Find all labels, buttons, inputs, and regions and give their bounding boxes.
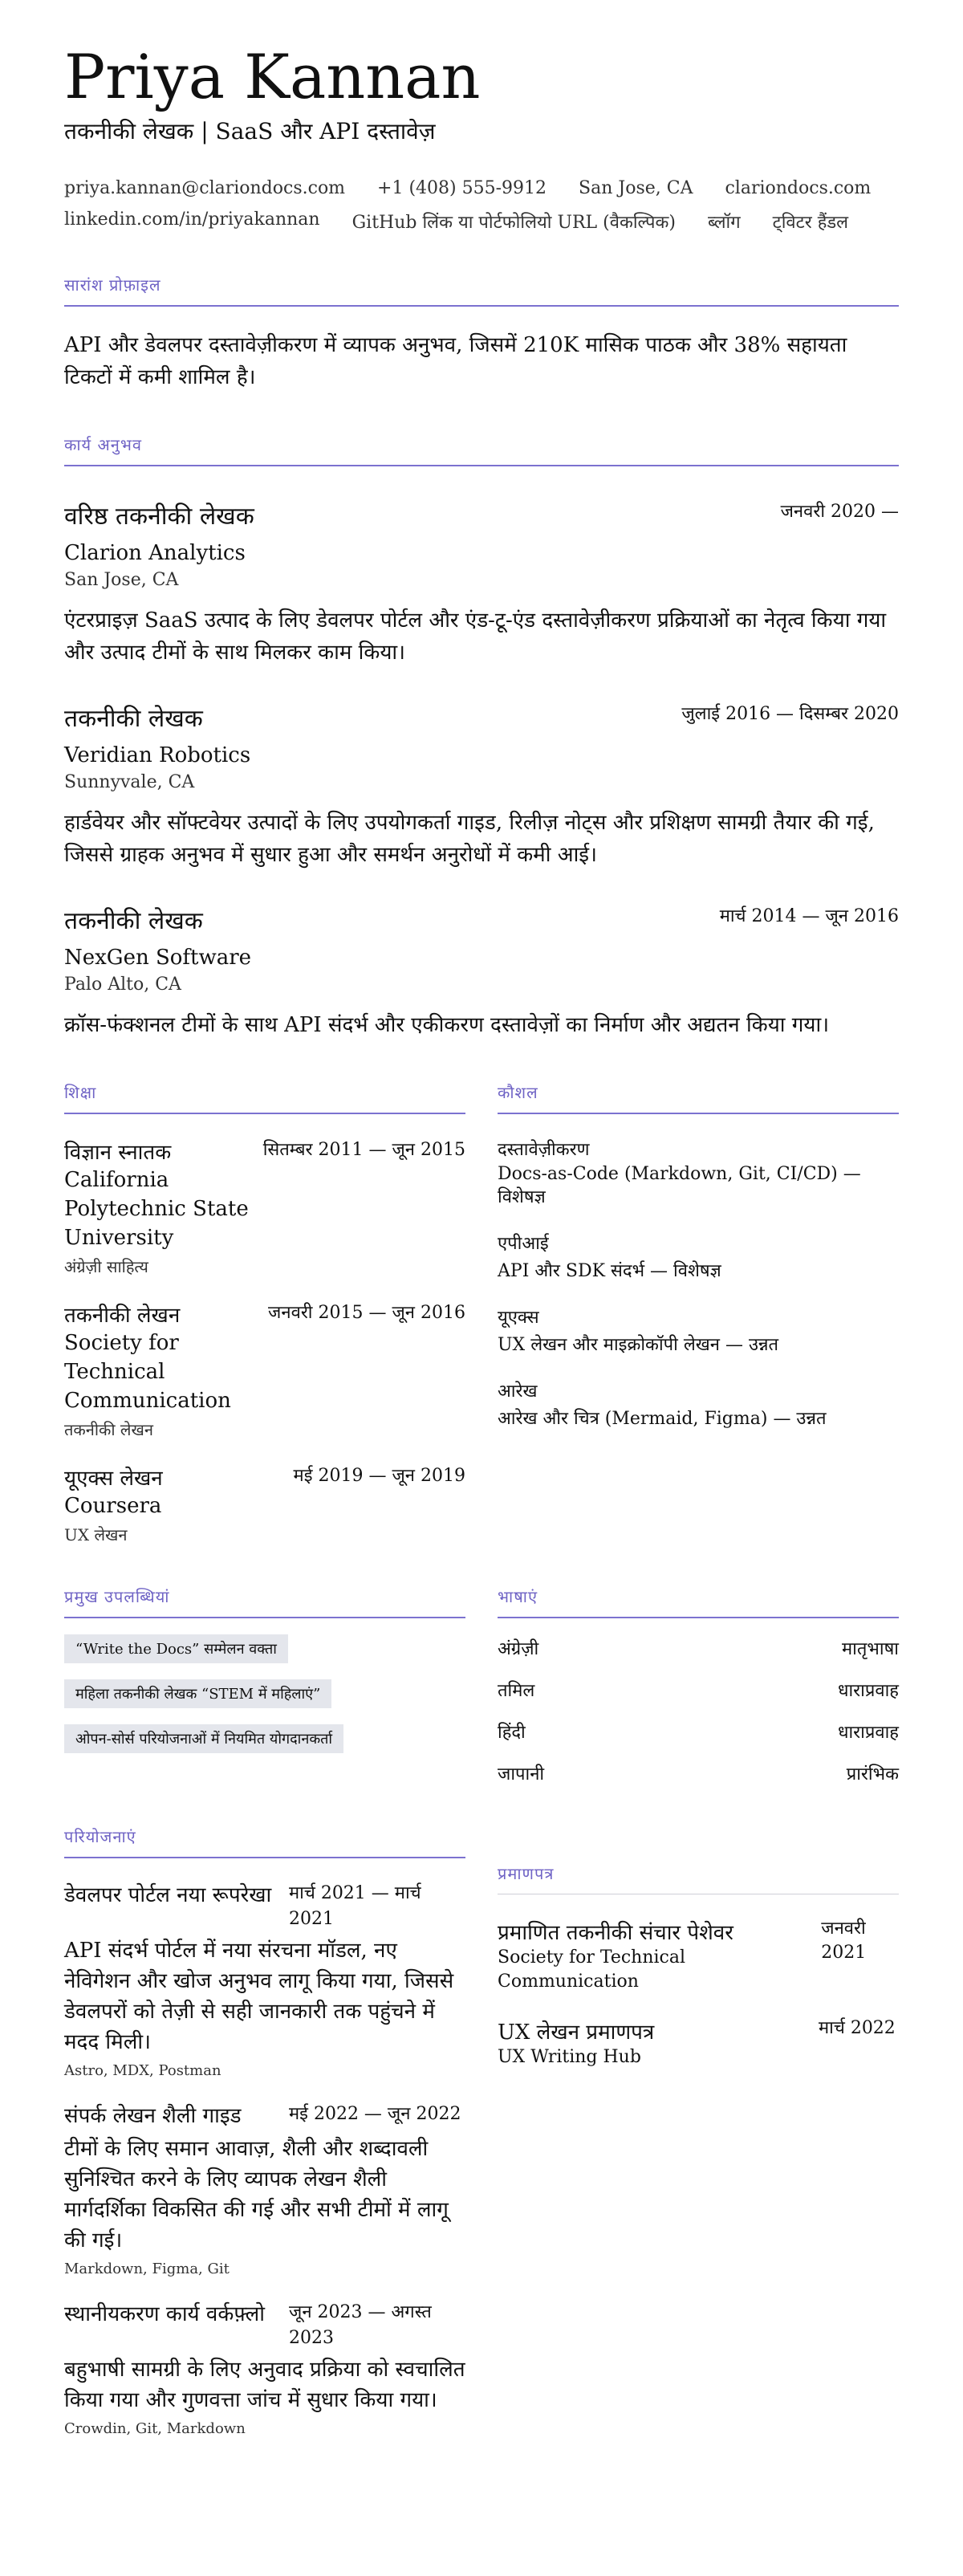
certification-name: UX लेखन प्रमाणपत्र <box>498 2021 655 2045</box>
section-title: प्रमाणपत्र <box>498 1862 899 1894</box>
certification-name: प्रमाणित तकनीकी संचार पेशेवर <box>498 1921 733 1945</box>
achievements-section <box>64 1585 465 1785</box>
summary-section <box>64 274 899 393</box>
education-entry <box>64 1137 465 1277</box>
project-tech: Markdown, Figma, Git <box>64 2261 230 2277</box>
field-of-study: UX लेखन <box>64 1525 128 1544</box>
education-section <box>64 1081 465 1545</box>
job-description: एंटरप्राइज़ SaaS उत्पाद के लिए डेवलपर पोर्टल और एंड-टू-एंड दस्तावेज़ीकरण प्रक्रियाओं का नेतृत्व किया गया और उत्पाद टीमों के साथ मिलकर काम किया। <box>64 608 887 665</box>
contact-info <box>64 178 899 234</box>
language-name: जापानी <box>498 1764 545 1784</box>
project-description: बहुभाषी सामग्री के लिए अनुवाद प्रक्रिया को स्वचालित किया गया और गुणवत्ता जांच में सुधार किया गया। <box>64 2358 465 2412</box>
language-row <box>498 1636 899 1660</box>
job-location: Sunnyvale, CA <box>64 772 195 792</box>
experience-section <box>64 433 899 1041</box>
project-description: API संदर्भ पोर्टल में नया संरचना मॉडल, नए नेविगेशन और खोज अनुभव लागू किया गया, जिससे डेवलपरों को तेज़ी से सही जानकारी तक पहुंचने में मदद मिली। <box>64 1939 454 2054</box>
achievement-tag: “Write the Docs” सम्मेलन वक्ता <box>64 1634 288 1663</box>
section-title: कार्य अनुभव <box>64 433 899 466</box>
education-skills-row <box>64 1081 899 1545</box>
field-of-study: तकनीकी लेखन <box>64 1420 153 1439</box>
job-date: जनवरी 2020 — <box>780 502 899 522</box>
language-row <box>498 1719 899 1744</box>
company: Clarion Analytics <box>64 541 246 565</box>
institution: Society for Technical Communication <box>64 1331 231 1413</box>
skill-description: आरेख और चित्र (Mermaid, Figma) — उन्नत <box>498 1409 827 1429</box>
job-entry <box>64 499 899 669</box>
job-date: मार्च 2014 — जून 2016 <box>719 906 899 926</box>
certification-org: Society for Technical Communication <box>498 1947 686 1992</box>
certifications-section <box>498 1825 899 2437</box>
degree: यूएक्स लेखन <box>64 1467 163 1491</box>
skill-entry <box>498 1231 899 1282</box>
achievements-languages-row <box>64 1585 899 1785</box>
languages-section <box>498 1585 899 1785</box>
skill-description: Docs-as-Code (Markdown, Git, CI/CD) — विशेषज्ञ <box>498 1164 861 1207</box>
degree: तकनीकी लेखन <box>64 1304 181 1328</box>
project-title: स्थानीयकरण कार्य वर्कफ़्लो <box>64 2302 265 2326</box>
section-title: भाषाएं <box>498 1585 899 1618</box>
project-tech: Astro, MDX, Postman <box>64 2062 221 2079</box>
job-entry <box>64 903 899 1041</box>
language-name: तमिल <box>498 1681 535 1701</box>
summary-text: API और डेवलपर दस्तावेज़ीकरण में व्यापक अनुभव, जिसमें 210K मासिक पाठक और 38% सहायता टिकटों में कमी शामिल है। <box>64 333 847 389</box>
language-level: धाराप्रवाह <box>837 1681 899 1701</box>
achievement-tag: महिला तकनीकी लेखक “STEM में महिलाएं” <box>64 1679 331 1708</box>
blog-link[interactable]: ब्लॉग <box>707 213 741 233</box>
company: Veridian Robotics <box>64 743 251 767</box>
institution: California Polytechnic State University <box>64 1168 249 1250</box>
headline: तकनीकी लेखक | SaaS और API दस्तावेज़ <box>64 118 436 144</box>
institution: Coursera <box>64 1494 162 1518</box>
skill-description: UX लेखन और माइक्रोकॉपी लेखन — उन्नत <box>498 1335 779 1355</box>
field-of-study: अंग्रेज़ी साहित्य <box>64 1257 148 1276</box>
education-entry <box>64 1463 465 1545</box>
section-title: परियोजनाएं <box>64 1825 465 1858</box>
language-level: धाराप्रवाह <box>837 1723 899 1743</box>
language-row <box>498 1761 899 1785</box>
website-link[interactable]: clariondocs.com <box>725 178 872 198</box>
location: San Jose, CA <box>579 178 693 198</box>
project-entry <box>64 2102 465 2277</box>
projects-certifications-row <box>64 1825 899 2437</box>
projects-section <box>64 1825 465 2437</box>
project-date: मई 2022 — जून 2022 <box>289 2104 461 2124</box>
skill-name: यूएक्स <box>498 1308 539 1328</box>
project-title: संपर्क लेखन शैली गाइड <box>64 2104 242 2128</box>
achievement-tag: ओपन-सोर्स परियोजनाओं में नियमित योगदानकर्ता <box>64 1724 343 1753</box>
certification-date: जनवरी 2021 <box>821 1919 867 1963</box>
certification-entry <box>498 1917 899 1994</box>
section-title: कौशल <box>498 1081 899 1114</box>
job-title: तकनीकी लेखक <box>64 907 203 935</box>
language-name: हिंदी <box>498 1723 526 1743</box>
skills-section <box>498 1081 899 1545</box>
project-entry <box>64 1881 465 2079</box>
skill-description: API और SDK संदर्भ — विशेषज्ञ <box>498 1261 721 1281</box>
education-date: जनवरी 2015 — जून 2016 <box>268 1303 465 1323</box>
certification-entry <box>498 2016 899 2069</box>
education-entry <box>64 1300 465 1440</box>
candidate-name: Priya Kannan <box>64 41 481 112</box>
job-location: San Jose, CA <box>64 570 179 590</box>
phone: +1 (408) 555-9912 <box>377 178 547 198</box>
language-level: प्रारंभिक <box>846 1764 899 1784</box>
project-entry <box>64 2300 465 2437</box>
education-date: सितम्बर 2011 — जून 2015 <box>262 1140 465 1160</box>
job-description: क्रॉस-फंक्शनल टीमों के साथ API संदर्भ और एकीकरण दस्तावेज़ों का निर्माण और अद्यतन किया गया। <box>64 1013 830 1037</box>
certification-date: मार्च 2022 <box>819 2018 896 2038</box>
job-date: जुलाई 2016 — दिसम्बर 2020 <box>681 704 899 724</box>
job-title: वरिष्ठ तकनीकी लेखक <box>64 503 254 531</box>
skill-entry <box>498 1304 899 1356</box>
language-name: अंग्रेज़ी <box>498 1639 539 1659</box>
language-row <box>498 1678 899 1702</box>
github-link[interactable]: GitHub लिंक या पोर्टफोलियो URL (वैकल्पिक) <box>351 213 676 233</box>
section-title: सारांश प्रोफ़ाइल <box>64 274 899 307</box>
project-title: डेवलपर पोर्टल नया रूपरेखा <box>64 1883 272 1907</box>
job-location: Palo Alto, CA <box>64 975 181 995</box>
section-title: प्रमुख उपलब्धियां <box>64 1585 465 1618</box>
linkedin-link[interactable]: linkedin.com/in/priyakannan <box>64 210 320 230</box>
twitter-link[interactable]: ट्विटर हैंडल <box>772 213 849 233</box>
job-description: हार्डवेयर और सॉफ्टवेयर उत्पादों के लिए उपयोगकर्ता गाइड, रिलीज़ नोट्स और प्रशिक्षण सामग्री तैयार की गई, जिससे ग्राहक अनुभव में सुधार हुआ और समर्थन अनुरोधों में कमी आई। <box>64 811 875 867</box>
education-date: मई 2019 — जून 2019 <box>293 1466 465 1486</box>
skill-entry <box>498 1137 899 1208</box>
language-level: मातृभाषा <box>842 1639 899 1659</box>
job-entry <box>64 701 899 871</box>
skill-entry <box>498 1378 899 1430</box>
certification-org: UX Writing Hub <box>498 2047 641 2067</box>
skill-name: एपीआई <box>498 1234 549 1254</box>
project-description: टीमों के लिए समान आवाज़, शैली और शब्दावली सुनिश्चित करने के लिए व्यापक लेखन शैली मार्गदर्शिका विकसित की गई और सभी टीमों में लागू की गई। <box>64 2137 449 2252</box>
job-title: तकनीकी लेखक <box>64 705 203 733</box>
project-date: मार्च 2021 — मार्च 2021 <box>289 1883 421 1929</box>
section-title: शिक्षा <box>64 1081 465 1114</box>
skill-name: आरेख <box>498 1382 538 1402</box>
project-tech: Crowdin, Git, Markdown <box>64 2420 246 2437</box>
project-date: जून 2023 — अगस्त 2023 <box>289 2302 432 2348</box>
degree: विज्ञान स्नातक <box>64 1141 172 1165</box>
email-link[interactable]: priya.kannan@clariondocs.com <box>64 178 346 198</box>
company: NexGen Software <box>64 946 252 970</box>
skill-name: दस्तावेज़ीकरण <box>498 1140 590 1160</box>
